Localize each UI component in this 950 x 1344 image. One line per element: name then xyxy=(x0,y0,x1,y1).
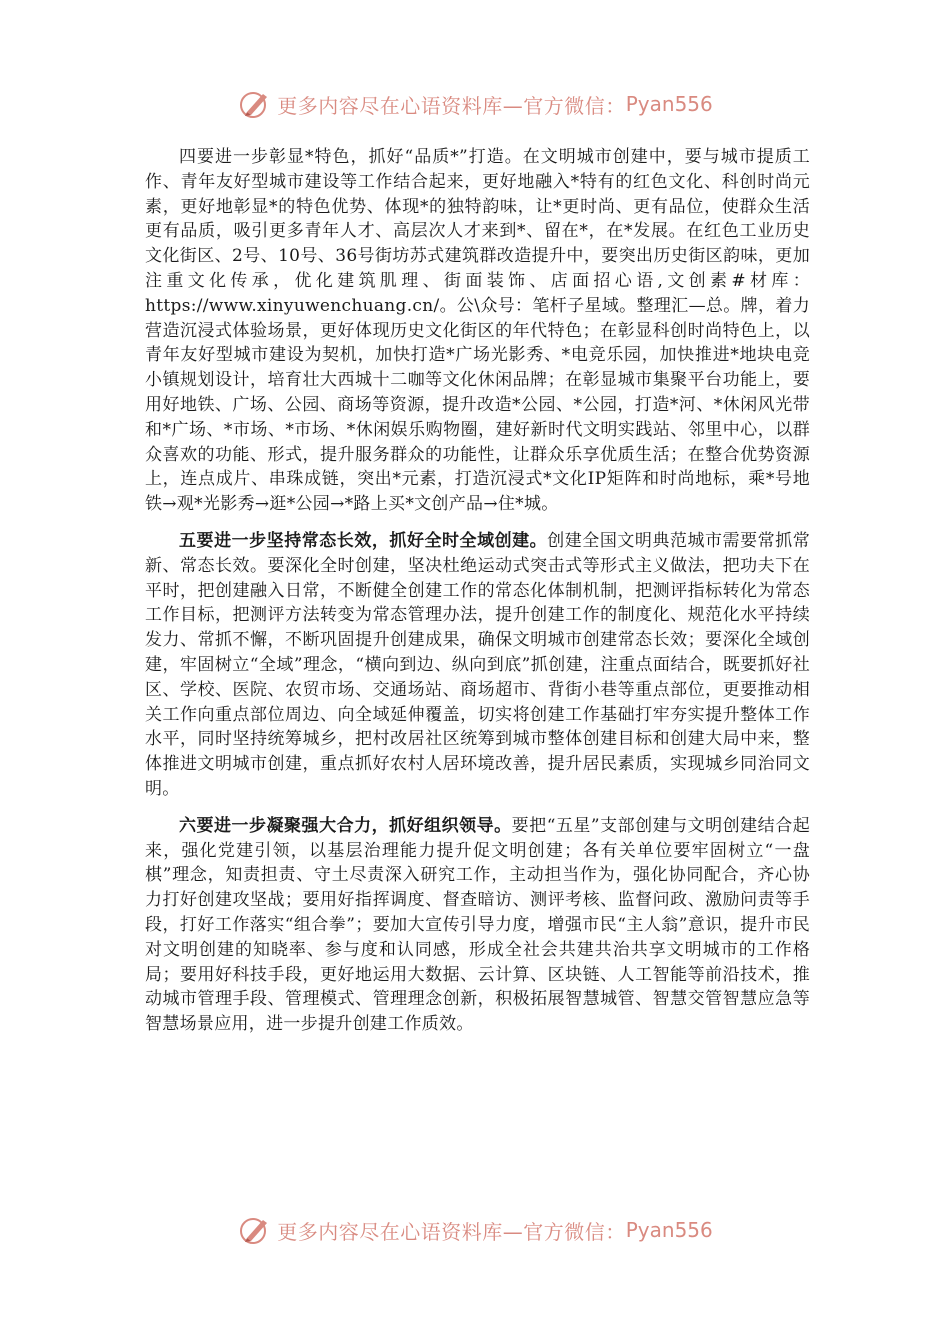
header-watermark-banner xyxy=(0,84,950,124)
banner-brand-text: 更多内容尽在心语资料库—官方微信： xyxy=(277,1219,626,1244)
banner-brand-text: 更多内容尽在心语资料库—官方微信： xyxy=(277,93,626,118)
paragraph-five xyxy=(145,529,810,802)
pen-logo-icon xyxy=(237,86,273,122)
paragraph-six-lead: 六要进一步凝聚强大合力，抓好组织领导。 xyxy=(179,815,512,836)
banner-wechat-id: Pyan556 xyxy=(625,1218,713,1242)
paragraph-six-text: 要把“五星”支部创建与文明创建结合起来，强化党建引领，以基层治理能力提升促文明创建；各有关单位要牢固树立“一盘棋”理念，知责担责、守土尽责深入研究工作，主动担当作为，强化协同配合，齐心协力打好创建攻坚战；要用好指挥调度、督查暗访、测评考核、监督问政、激励问责等手段，打好工作落实“组合拳”；要加大宣传引导力度，增强市民“主人翁”意识，提升市民对文明创建的知晓率、参与度和认同感，形成全社会共建共治共享文明城市的工作格局；要用好科技手段，更好地运用大数据、云计算、区块链、人工智能等前沿技术，推动城市管理手段、管理模式、管理理念创新，积极拓展智慧城管、智慧交管智慧应急等智慧场景应用，进一步提升创建工作质效。 xyxy=(145,815,811,1035)
banner-wechat-id: Pyan556 xyxy=(625,92,713,116)
paragraph-four-text: 四要进一步彰显*特色，抓好“品质*”打造。在文明城市创建中，要与城市提质工作、青年友好型城市建设等工作结合起来，更好地融入*特有的红色文化、科创时尚元素，更好地彰显*的特色优势、体现*的独特韵味，让*更时尚、更有品位，使群众生活更有品质，吸引更多青年人才、高层次人才来到*、留在*，在*发展。在红色工业历史文化街区、2号、10号、36号街坊苏式建筑群改造提升中，要突出历史街区韵味，更加注重文化传承，优化建筑肌理、街面装饰、店面招心语,文创素#材库：https://www.xinyuwenchuang.cn/。公\众号：笔杆子星域。整理汇—总。牌，着力营造沉浸式体验场景，更好体现历史文化街区的年代特色；在彰显科创时尚特色上，以青年友好型城市建设为契机，加快打造*广场光影秀、*电竞乐园，加快推进*地块电竞小镇规划设计，培育壮大西城十二咖等文化休闲品牌；在彰显城市集聚平台功能上，要用好地铁、广场、公园、商场等资源，提升改造*公园、*公园，打造*河、*休闲风光带和*广场、*市场、*市场、*休闲娱乐购物圈，建好新时代文明实践站、邻里中心，以群众喜欢的功能、形式，提升服务群众的功能性，让群众乐享优质生活；在整合优势资源上，连点成片、串珠成链，突出*元素，打造沉浸式*文化IP矩阵和时尚地标，乘*号地铁→观*光影秀→逛*公园→*路上买*文创产品→住*城。 xyxy=(145,147,810,515)
paragraph-five-text: 创建全国文明典范城市需要常抓常新、常态长效。要深化全时创建，坚决杜绝运动式突击式等形式主义做法，把功夫下在平时，把创建融入日常，不断健全创建工作的常态化体制机制，把测评指标转化为常态工作目标，把测评方法转变为常态管理办法，提升创建工作的制度化、规范化水平持续发力、常抓不懈，不断巩固提升创建成果，确保文明城市创建常态长效；要深化全域创建，牢固树立“全域”理念，“横向到边、纵向到底”抓创建，注重点面结合，既要抓好社区、学校、医院、农贸市场、交通场站、商场超市、背街小巷等重点部位，更要推动相关工作向重点部位周边、向全域延伸覆盖，切实将创建工作基础打牢夯实提升整体工作水平，同时坚持统筹城乡，把村改居社区统筹到城市整体创建目标和创建大局中来，整体推进文明城市创建，重点抓好农村人居环境改善，提升居民素质，实现城乡同治同文明。 xyxy=(145,530,810,799)
pen-logo-icon xyxy=(237,1212,273,1248)
paragraph-six xyxy=(145,814,810,1037)
paragraph-five-lead: 五要进一步坚持常态长效，抓好全时全域创建。 xyxy=(179,530,548,551)
footer-watermark-banner xyxy=(0,1210,950,1250)
document-body xyxy=(145,145,810,1037)
paragraph-four xyxy=(145,145,810,517)
